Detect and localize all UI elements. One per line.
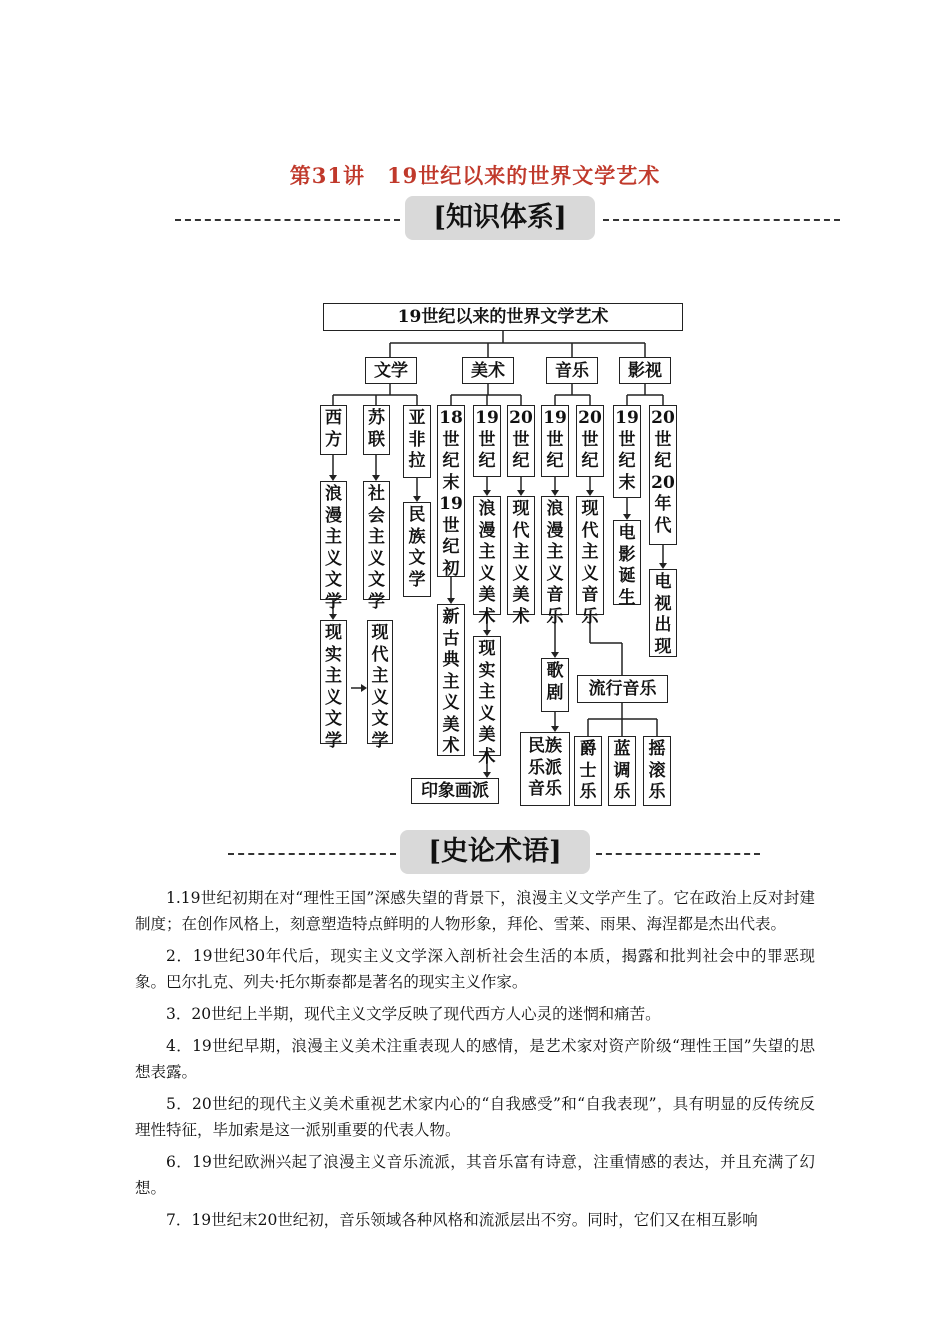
divider-right bbox=[596, 853, 760, 855]
page-title: 第31讲 19世纪以来的世界文学艺术 bbox=[289, 163, 661, 188]
node-film-birth: 电影诞生 bbox=[613, 520, 641, 605]
node-romantic-art: 浪漫主义美术 bbox=[473, 496, 501, 615]
node-art-c20: 20世纪 bbox=[507, 405, 535, 477]
category-music: 音乐 bbox=[546, 357, 598, 384]
node-national-literature: 民族文学 bbox=[403, 502, 431, 597]
term-paragraph-6: 6．19世纪欧洲兴起了浪漫主义音乐流派，其音乐富有诗意，注重情感的表达，并且充满了幻想。 bbox=[135, 1153, 815, 1197]
node-national-music: 民族乐派音乐 bbox=[520, 732, 570, 806]
node-modernist-music: 现代主义音乐 bbox=[576, 496, 604, 615]
node-modernist-art: 现代主义美术 bbox=[507, 496, 535, 615]
node-opera: 歌剧 bbox=[541, 658, 569, 712]
terms-list bbox=[135, 885, 815, 1239]
term-paragraph-2: 2．19世纪30年代后，现实主义文学深入剖析社会生活的本质，揭露和批判社会中的罪恶现象。巴尔扎克、列夫·托尔斯泰都是著名的现实主义作家。 bbox=[135, 947, 815, 991]
node-romantic-literature: 浪漫主义文学 bbox=[320, 481, 347, 600]
divider-left bbox=[228, 853, 396, 855]
term-paragraph-3: 3．20世纪上半期，现代主义文学反映了现代西方人心灵的迷惘和痛苦。 bbox=[166, 1005, 661, 1023]
node-realist-art: 现实主义美术 bbox=[473, 636, 501, 756]
node-romantic-music: 浪漫主义音乐 bbox=[541, 496, 569, 615]
node-jazz: 爵士乐 bbox=[574, 736, 602, 806]
node-music-c20: 20世纪 bbox=[576, 405, 604, 477]
node-blues: 蓝调乐 bbox=[608, 736, 636, 806]
node-popular-music: 流行音乐 bbox=[577, 675, 668, 703]
node-soviet: 苏联 bbox=[363, 405, 390, 455]
section-title-knowledge: [知识体系] bbox=[405, 196, 595, 240]
node-film-c20-20s: 20世纪20年代 bbox=[649, 405, 677, 545]
term-paragraph-1: 1.19世纪初期在对“理性王国”深感失望的背景下，浪漫主义文学产生了。它在政治上反对封建制度；在创作风格上，刻意塑造特点鲜明的人物形象，拜伦、雪莱、雨果、海涅都是杰出代表。 bbox=[135, 889, 815, 933]
node-film-c19-end: 19世纪末 bbox=[613, 405, 641, 498]
node-realist-literature: 现实主义文学 bbox=[320, 620, 347, 744]
category-film: 影视 bbox=[619, 357, 671, 384]
node-art-c18-19: 18世纪末19世纪初 bbox=[437, 405, 465, 577]
term-paragraph-7: 7．19世纪末20世纪初，音乐领域各种风格和流派层出不穷。同时，它们又在相互影响 bbox=[166, 1211, 758, 1229]
node-modernist-literature: 现代主义文学 bbox=[367, 620, 393, 744]
node-impressionism: 印象画派 bbox=[411, 778, 499, 804]
node-west: 西方 bbox=[320, 405, 347, 455]
term-paragraph-5: 5．20世纪的现代主义美术重视艺术家内心的“自我感受”和“自我表现”，具有明显的反传统反理性特征，毕加索是这一派别重要的代表人物。 bbox=[135, 1095, 815, 1139]
node-tv: 电视出现 bbox=[649, 569, 677, 657]
section-title-terms: [史论术语] bbox=[400, 830, 590, 874]
node-art-c19: 19世纪 bbox=[473, 405, 501, 477]
category-literature: 文学 bbox=[365, 357, 417, 384]
node-rock: 摇滚乐 bbox=[643, 736, 671, 806]
diagram-root: 19世纪以来的世界文学艺术 bbox=[323, 303, 683, 331]
section-header-terms bbox=[228, 830, 760, 880]
category-art: 美术 bbox=[462, 357, 514, 384]
node-music-c19: 19世纪 bbox=[541, 405, 569, 477]
node-neoclassical-art: 新古典主义美术 bbox=[437, 604, 465, 756]
node-afro-latin: 亚非拉 bbox=[403, 405, 431, 478]
term-paragraph-4: 4．19世纪早期，浪漫主义美术注重表现人的感情，是艺术家对资产阶级“理性王国”失望的思想表露。 bbox=[135, 1037, 815, 1081]
node-socialist-literature: 社会主义文学 bbox=[363, 481, 390, 600]
